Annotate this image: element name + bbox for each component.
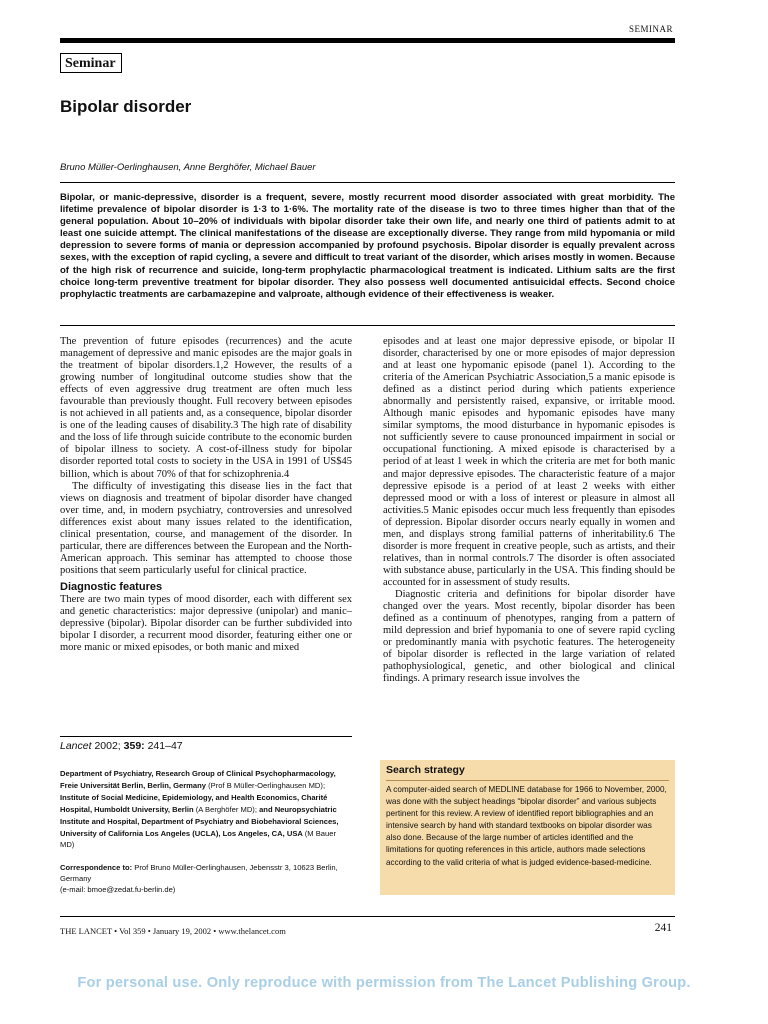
citation-pages: 241–47 [147,740,183,752]
citation-volume: 359: [123,740,145,752]
correspondence [60,862,352,895]
running-head: SEMINAR [628,24,673,34]
search-strategy-text: A computer-aided search of MEDLINE database for 1966 to November, 2000, was done with the subject headings “bipolar disorder” and various subjects pertinent for this review. A review of identified report bibliographies and an intensive search by hand with standard textbooks on bipolar disorder was also done. Because of the large number of articles identified and the limitations for quoting references in this article, authors made selections according to the valid criteria of what is judged evidence-based-medicine. [386,785,667,867]
search-strategy-title: Search strategy [386,764,465,776]
journal-footer: THE LANCET • Vol 359 • January 19, 2002 • www.thelancet.com [60,926,286,936]
body-column-right [383,336,675,685]
affiliation-3: and Neuropsychiatric Institute and Hospital, Department of Psychiatry and Biobehavioral Sciences, University of California Los Angeles (UCLA), Los Angeles, CA, USA [60,804,339,838]
authors: Bruno Müller-Oerlinghausen, Anne Berghöfer, Michael Bauer [60,162,316,173]
citation [60,740,183,752]
section-label: Seminar [60,53,122,73]
citation-year: 2002; [94,740,121,752]
top-rule [60,38,675,43]
affiliation-1-people: (Prof B Müller-Oerlinghausen MD); [208,780,326,790]
summary: Bipolar, or manic-depressive, disorder is a frequent, severe, mostly recurrent mood disorder associated with great morbidity. The lifetime prevalence of bipolar disorder is 1·3 to 1·6%. The mortality rate of the disease is two to three times higher than that of the general population. About 10–20% of individuals with bipolar disorder take their own life, and nearly one third of patients admit to at least one suicide attempt. The clinical manifestations of the disease are exceptionally diverse. They range from mild hypomania or mild depression to severe forms of mania or depression accompanied by profound psychosis. Bipolar disorder is equally prevalent across sexes, with the exception of rapid cycling, a severe and difficult to treat variant of the disorder, which arises mostly in women. Because of the high risk of recurrence and suicide, long-term prophylactic pharmacological treatment is indicated. Lithium salts are the first choice long-term preventive treatment for bipolar disorder. They also possess well documented antisuicidal effects. Second choice prophylactic treatments are carbamazepine and valproate, although evidence of their effectiveness is weaker. [60,192,675,300]
affiliation-2-people: (A Berghöfer MD); [195,804,257,814]
affiliation-3-people: (M Bauer MD) [60,828,336,850]
correspondence-email[interactable]: (e-mail: bmoe@zedat.fu-berlin.de) [60,885,176,894]
footer-rule [60,916,675,917]
citation-journal: Lancet [60,740,92,752]
section-heading: Diagnostic features [60,580,163,593]
search-strategy-panel [380,760,675,895]
summary-bottom-rule [60,325,675,326]
search-strategy-rule [386,780,669,781]
body-paragraph: Diagnostic criteria and definitions for bipolar disorder have changed over the years. Most recently, bipolar disorder has been defined as a continuum of phenotypes, ranging from a pattern of mild depression and brief hypomania to one of severe rapid cycling or predominantly mania with psychotic features. The heterogeneity of bipolar disorder is reflected in the large variation of related pathophysiological, genetic, and other biological and clinical findings. A primary research issue involves the [383,588,675,685]
correspondence-label: Correspondence to: [60,863,133,872]
affiliation-2: Institute of Social Medicine, Epidemiology, and Health Economics, Charité Hospital, Humboldt University, Berlin [60,792,328,814]
permission-notice: For personal use. Only reproduce with permission from The Lancet Publishing Group. [77,975,691,991]
page-number: 241 [654,922,672,934]
body-paragraph: The difficulty of investigating this disease lies in the fact that views on diagnosis and treatment of bipolar disorder have changed over time, and, in modern psychiatry, controversies and unresolved differences exist about many issues related to the identification, clinical presentation, course, and management of the disorder. In particular, there are differences between the European and the North-American approach. This seminar has attempted to choose those positions that seem particularly useful for clinical practice. [60,480,352,576]
body-paragraph: There are two main types of mood disorder, each with different sex and genetic characteristics: major depressive (unipolar) and manic–depressive (bipolar). Bipolar disorder can be further subdivided into bipolar I disorder, a recurrent mood disorder, featuring either one or more manic or mixed episodes, or both manic and mixed [60,593,352,654]
affiliation-1: Department of Psychiatry, Research Group of Clinical Psychopharmacology, Freie Universität Berlin, Berlin, Germany [60,769,336,790]
body-column-left [60,336,352,654]
article-title: Bipolar disorder [60,97,192,116]
citation-rule [60,736,352,737]
body-paragraph: episodes and at least one major depressive episode, or bipolar II disorder, characterised by one or more episodes of major depression and at least one hypomanic episode (panel 1). According to the criteria of the American Psychiatric Association,5 a manic episode is defined as a distinct period during which patients experience abnormally and persistently raised, expansive, or irritable mood. Although manic episodes and hypomanic episodes have many similar symptoms, the mood disturbance in hypomanic episodes is not sufficiently severe to cause pronounced impairment in social or occupational functioning. A mixed episode is characterised by a period of at least 1 week in which the criteria are met for both manic and major depressive episodes. The characteristic feature of a major depressive episode is a period of at least 2 weeks with either depressed mood or with a loss of interest or pleasure in almost all activities.5 Manic episodes occur much less frequently than episodes of depression. Bipolar disorder occurs nearly equally in women and men, and displays strong familial patterns of inheritability.6 The disorder is more frequent in creative people, such as artists, and their relatives, than in normal controls.7 The disorder is often associated with substance abuse, particularly in the USA. This finding should be accounted for in assessment of study results. [383,336,676,588]
body-paragraph: The prevention of future episodes (recurrences) and the acute management of depressive and manic episodes are the major goals in the treatment of bipolar disorders.1,2 However, the results of a growing number of longitudinal outcome studies show that the effects of even aggressive drug treatment are often much less favourable than previously thought. Full recovery between episodes is not achieved in all patients and, as a consequence, bipolar disorder is one of the leading causes of disability.3 The high rate of disability and the loss of life through suicide contribute to the economic burden of bipolar illness to society. A cost-of-illness study for bipolar disorder reported total costs to society in the USA in 1991 of US$45 billion, which is about 70% of that for schizophrenia.4 [60,336,352,480]
correspondence-address: Prof Bruno Müller-Oerlinghausen, Jebensstr 3, 10623 Berlin, Germany [60,863,338,883]
affiliations [60,768,352,851]
summary-top-rule [60,182,675,183]
